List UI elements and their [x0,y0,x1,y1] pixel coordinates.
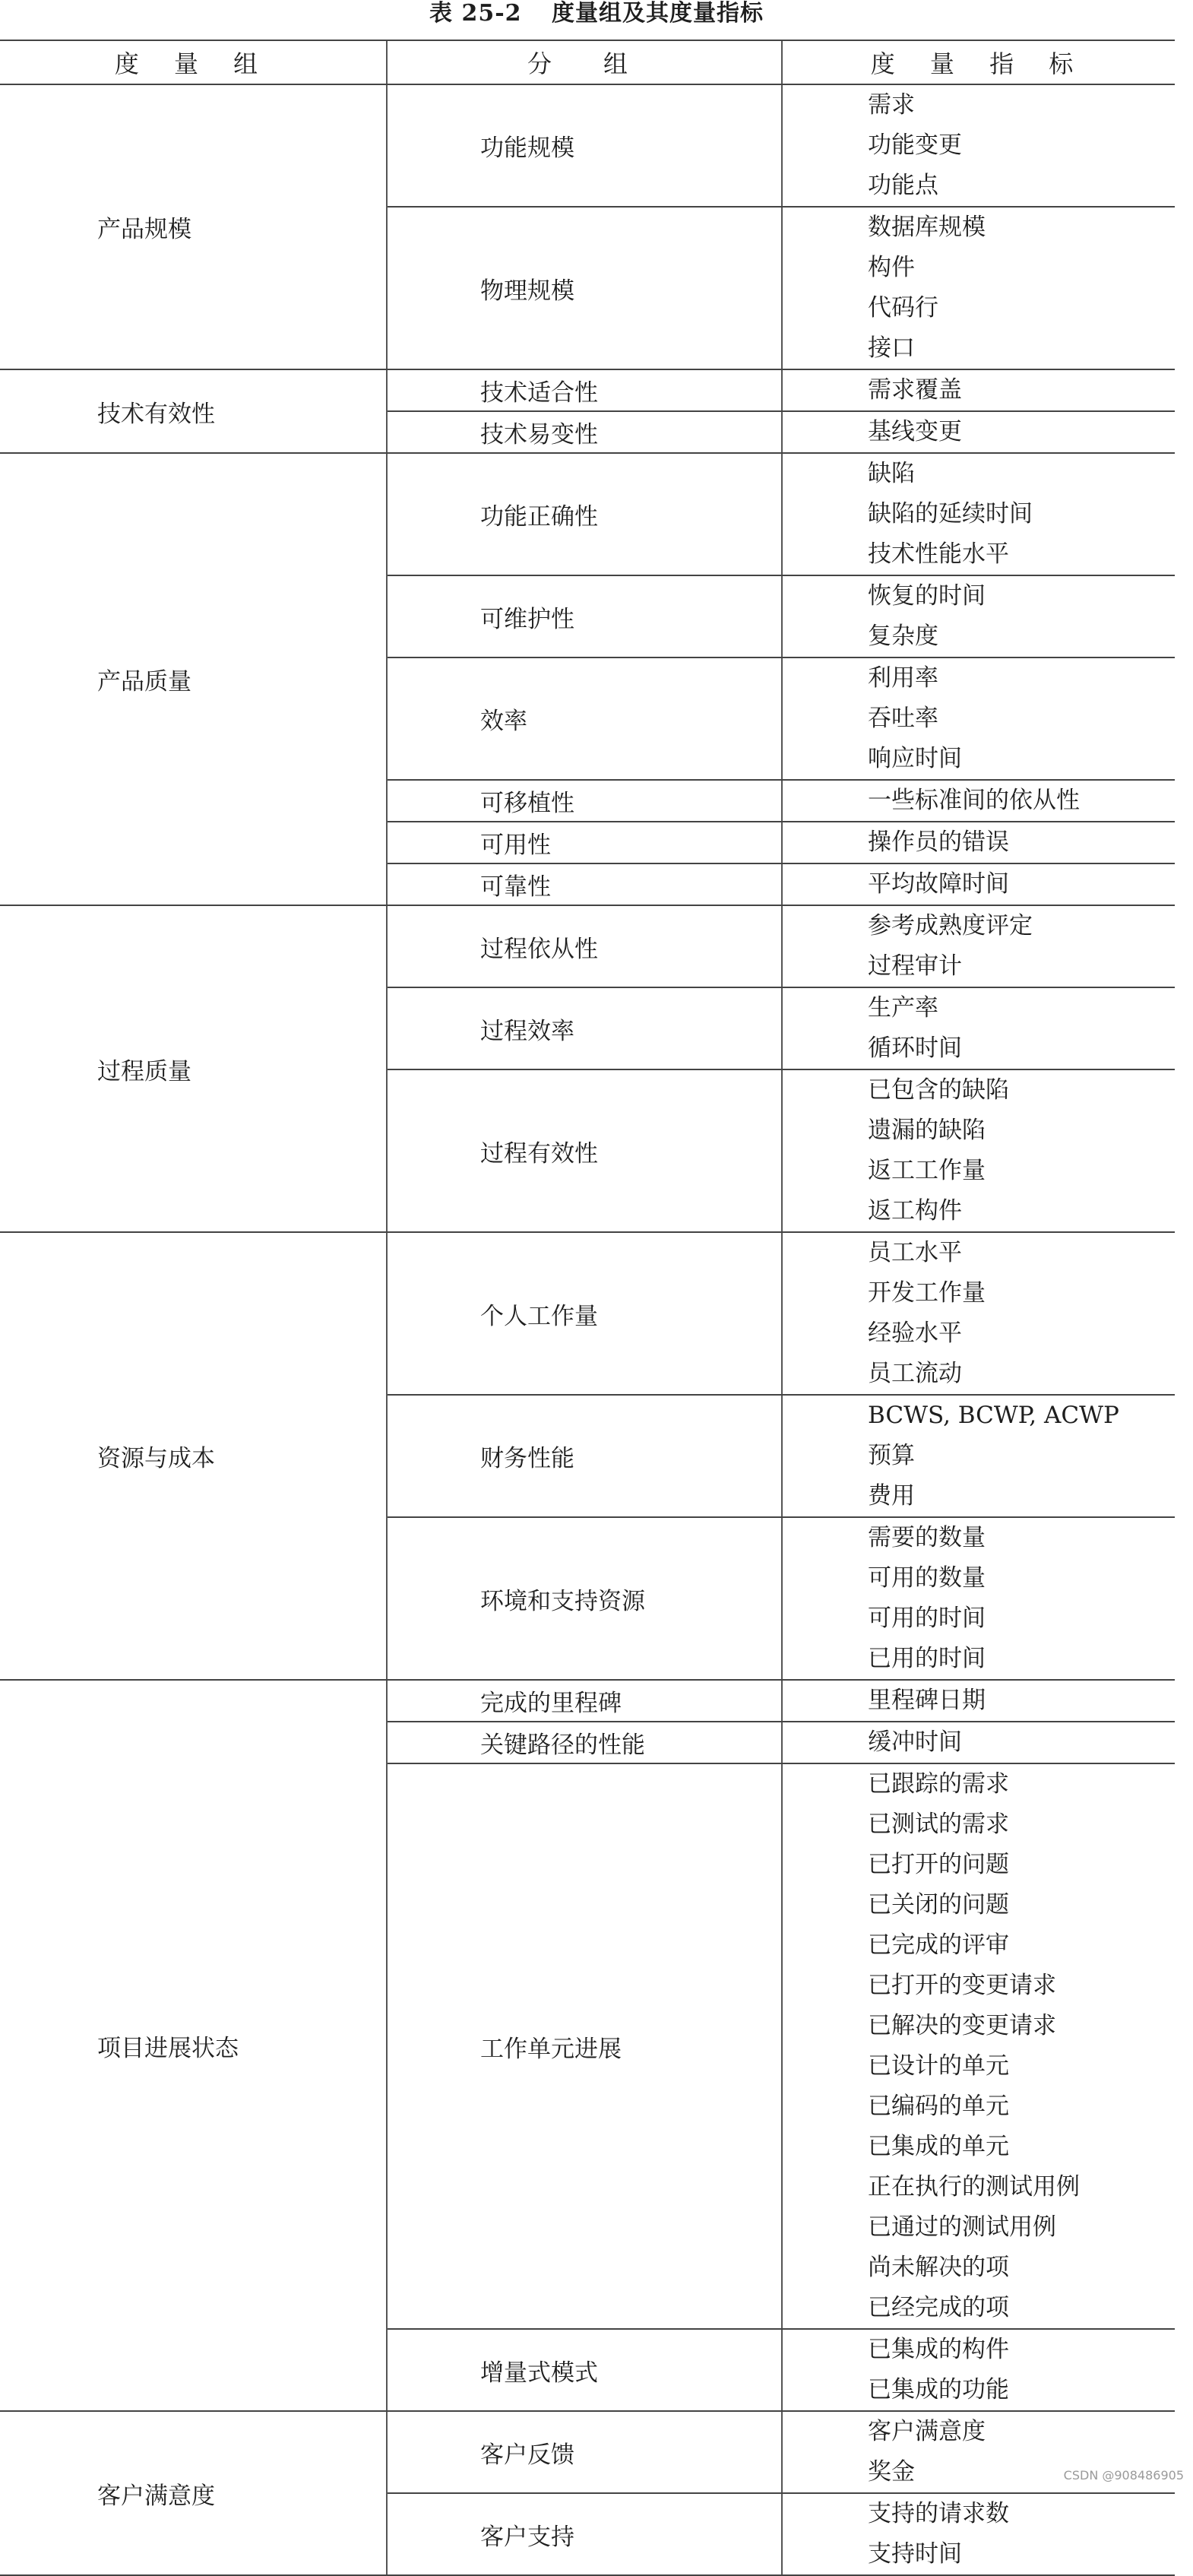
group-name: 客户满意度 [0,2412,388,2574]
metric-item: 已集成的功能 [868,2376,1009,2403]
subgroup-name: 财务性能 [388,1396,783,1516]
group-row [0,2412,1175,2576]
metric-item: 经验水平 [868,1320,962,1347]
metric-item: 已关闭的问题 [868,1891,1009,1919]
subgroup-row [388,85,1175,206]
metric-item: 里程碑日期 [868,1687,986,1714]
metric-item: 操作员的错误 [868,829,1009,856]
metric-item: 平均故障时间 [868,870,1009,898]
subgroup-row [388,987,1175,1069]
header-group: 度 量 组 [0,41,388,84]
subgroup-list [388,454,1175,905]
subgroup-row [388,410,1175,452]
metric-item: 可用的时间 [868,1605,986,1632]
subgroup-name: 增量式模式 [388,2330,783,2410]
metrics-table [0,40,1175,2576]
metric-list [783,85,1175,206]
metric-list [783,576,1175,657]
metric-item: BCWS, BCWP, ACWP [868,1402,1119,1429]
metric-list [783,454,1175,575]
table-body [0,85,1175,2576]
subgroup-name: 可移植性 [388,781,783,821]
subgroup-row [388,1394,1175,1516]
metric-item: 费用 [868,1482,915,1510]
metric-item: 已通过的测试用例 [868,2213,1056,2241]
metric-item: 尚未解决的项 [868,2254,1009,2281]
metric-list [783,781,1175,821]
metric-item: 参考成熟度评定 [868,912,1033,939]
group-name: 产品规模 [0,85,388,369]
metric-item: 吞吐率 [868,705,938,732]
metric-item: 已包含的缺陷 [868,1076,1009,1104]
metric-item: 生产率 [868,994,938,1022]
metric-item: 已解决的变更请求 [868,2012,1056,2039]
metric-item: 功能变更 [868,131,962,159]
subgroup-row [388,906,1175,987]
subgroup-list [388,85,1175,369]
group-row [0,454,1175,906]
subgroup-list [388,1681,1175,2410]
group-name: 资源与成本 [0,1233,388,1679]
metric-item: 已打开的问题 [868,1851,1009,1878]
subgroup-name: 技术适合性 [388,370,783,410]
subgroup-name: 工作单元进展 [388,1764,783,2328]
metric-item: 代码行 [868,294,938,322]
metric-item: 构件 [868,254,915,281]
subgroup-row [388,779,1175,821]
metric-item: 已用的时间 [868,1645,986,1672]
subgroup-row [388,2412,1175,2492]
metric-list [783,906,1175,987]
subgroup-list [388,370,1175,452]
header-subgroup: 分 组 [388,41,783,84]
metric-item: 客户满意度 [868,2418,986,2445]
metric-item: 需要的数量 [868,1524,986,1551]
subgroup-row [388,1069,1175,1231]
subgroup-row [388,657,1175,779]
metric-list [783,1233,1175,1394]
subgroup-name: 物理规模 [388,208,783,369]
metric-item: 已集成的单元 [868,2133,1009,2160]
subgroup-row [388,1681,1175,1721]
metric-item: 预算 [868,1442,915,1469]
metric-item: 缺陷的延续时间 [868,500,1033,528]
metric-item: 开发工作量 [868,1279,986,1307]
subgroup-name: 可用性 [388,822,783,863]
metric-list [783,412,1175,452]
metric-item: 返工工作量 [868,1157,986,1184]
metric-item: 支持时间 [868,2540,962,2568]
metric-item: 复杂度 [868,623,938,650]
metric-item: 利用率 [868,664,938,692]
metric-item: 技术性能水平 [868,540,1009,568]
metric-item: 已编码的单元 [868,2093,1009,2120]
subgroup-row [388,575,1175,657]
metric-item: 已集成的构件 [868,2336,1009,2363]
metric-item: 已打开的变更请求 [868,1972,1056,1999]
metric-item: 支持的请求数 [868,2500,1009,2527]
subgroup-name: 完成的里程碑 [388,1681,783,1721]
subgroup-name: 过程依从性 [388,906,783,987]
metric-list [783,1681,1175,1721]
metric-item: 员工水平 [868,1239,962,1266]
subgroup-name: 客户反馈 [388,2412,783,2492]
group-name: 技术有效性 [0,370,388,452]
metric-item: 恢复的时间 [868,582,986,610]
subgroup-name: 过程效率 [388,988,783,1069]
subgroup-row [388,1233,1175,1394]
subgroup-name: 过程有效性 [388,1070,783,1231]
table-title: 度量组及其度量指标 [551,0,764,27]
metric-item: 循环时间 [868,1035,962,1062]
group-row [0,370,1175,454]
metric-item: 已经完成的项 [868,2294,1009,2321]
metric-list [783,658,1175,779]
subgroup-row [388,863,1175,905]
metric-item: 基线变更 [868,418,962,445]
group-row [0,906,1175,1233]
metric-item: 需求覆盖 [868,376,962,404]
table-number: 表 25-2 [429,0,522,27]
subgroup-row [388,821,1175,863]
metric-item: 过程审计 [868,952,962,980]
subgroup-name: 可维护性 [388,576,783,657]
metric-list [783,2494,1175,2574]
metric-list [783,370,1175,410]
group-row [0,1681,1175,2412]
watermark: CSDN @908486905 [1063,2468,1184,2483]
subgroup-name: 个人工作量 [388,1233,783,1394]
table-header-row [0,40,1175,85]
metric-item: 返工构件 [868,1197,962,1225]
subgroup-row [388,206,1175,369]
metric-list [783,2330,1175,2410]
metric-list [783,1396,1175,1516]
group-name: 过程质量 [0,906,388,1231]
group-name: 项目进展状态 [0,1681,388,2410]
metric-item: 奖金 [868,2458,915,2486]
header-metric: 度 量 指 标 [870,49,1087,78]
table-caption [0,0,1193,33]
metric-item: 需求 [868,91,915,119]
subgroup-name: 功能正确性 [388,454,783,575]
metric-list [783,208,1175,369]
metric-item: 缺陷 [868,460,915,487]
subgroup-row [388,2328,1175,2410]
metric-item: 一些标准间的依从性 [868,787,1080,814]
subgroup-name: 环境和支持资源 [388,1518,783,1679]
metric-item: 响应时间 [868,745,962,772]
subgroup-row [388,1721,1175,1763]
metric-list [783,1518,1175,1679]
metric-item: 数据库规模 [868,214,986,241]
metric-item: 缓冲时间 [868,1728,962,1756]
subgroup-name: 技术易变性 [388,412,783,452]
metric-item: 正在执行的测试用例 [868,2173,1080,2201]
subgroup-row [388,370,1175,410]
subgroup-name: 关键路径的性能 [388,1722,783,1763]
subgroup-name: 客户支持 [388,2494,783,2574]
metric-item: 已测试的需求 [868,1811,1009,1838]
subgroup-name: 效率 [388,658,783,779]
metric-item: 员工流动 [868,1360,962,1387]
group-name: 产品质量 [0,454,388,905]
metric-item: 已跟踪的需求 [868,1770,1009,1798]
metric-item: 功能点 [868,172,938,199]
group-row [0,85,1175,370]
metric-item: 遗漏的缺陷 [868,1117,986,1144]
metric-item: 可用的数量 [868,1564,986,1592]
metric-item: 接口 [868,334,915,362]
subgroup-row [388,1763,1175,2328]
metric-list [783,988,1175,1069]
subgroup-row [388,2492,1175,2574]
metric-list [783,822,1175,863]
metric-list [783,1722,1175,1763]
subgroup-row [388,454,1175,575]
group-row [0,1233,1175,1681]
subgroup-list [388,906,1175,1231]
metric-item: 已完成的评审 [868,1931,1009,1959]
subgroup-name: 功能规模 [388,85,783,206]
subgroup-list [388,2412,1175,2574]
subgroup-name: 可靠性 [388,864,783,905]
metric-list [783,1764,1175,2328]
subgroup-list [388,1233,1175,1679]
metric-list [783,864,1175,905]
metric-list [783,1070,1175,1231]
metric-item: 已设计的单元 [868,2052,1009,2080]
subgroup-row [388,1516,1175,1679]
